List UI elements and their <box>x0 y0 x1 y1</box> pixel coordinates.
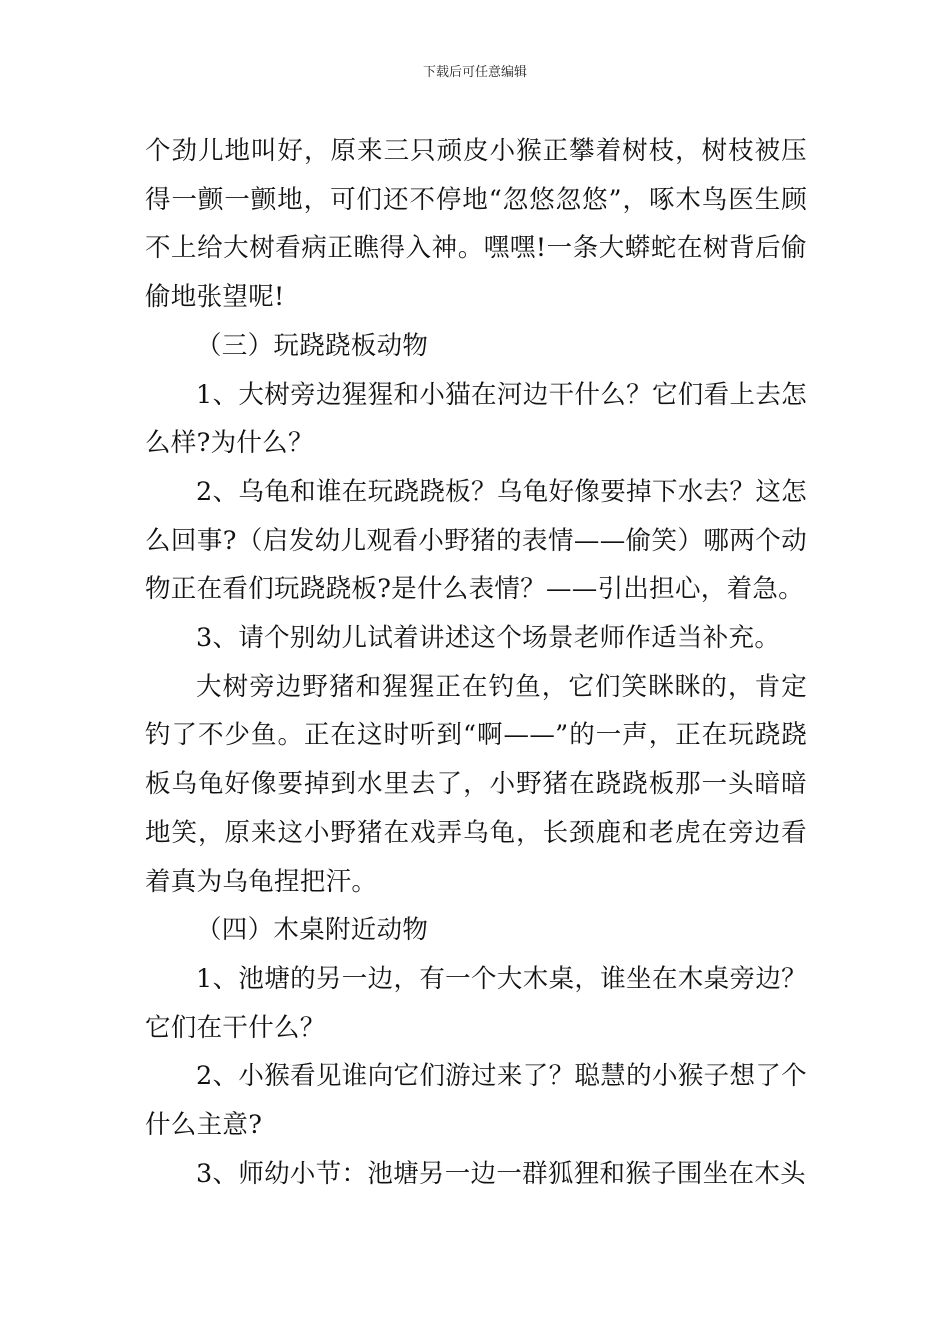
question-3-1: 1、大树旁边猩猩和小猫在河边干什么？它们看上去怎么样?为什么？ <box>145 379 807 459</box>
question-4-3: 3、师幼小节：池塘另一边一群狐狸和猴子围坐在木头 <box>196 1158 806 1189</box>
document-body <box>145 127 807 1198</box>
summary-paragraph-3: 大树旁边野猪和猩猩正在钓鱼，它们笑眯眯的，肯定钓了不少鱼。正在这时听到“啊——”的一声，正在玩跷跷板乌龟好像要掉到水里去了，小野猪在跷跷板那一头暗暗地笑，原来这小野猪在戏弄乌龟，长颈鹿和老虎在旁边看着真为乌龟捏把汗。 <box>145 671 807 897</box>
section-heading-3: （三）玩跷跷板动物 <box>196 330 429 361</box>
question-3-2: 2、乌龟和谁在玩跷跷板？乌龟好像要掉下水去？这怎么回事?（启发幼儿观看小野猪的表情——偷笑）哪两个动物正在看们玩跷跷板?是什么表情？——引出担心，着急。 <box>145 476 807 605</box>
page-header: 下载后可任意编辑 <box>422 65 527 80</box>
question-4-1: 1、池塘的另一边，有一个大木桌，谁坐在木桌旁边？它们在干什么？ <box>145 963 807 1043</box>
paragraph-continuation: 个劲儿地叫好，原来三只顽皮小猴正攀着树枝，树枝被压得一颤一颤地，可们还不停地“忽悠忽悠”，啄木鸟医生顾不上给大树看病正瞧得入神。嘿嘿!一条大蟒蛇在树背后偷偷地张望呢! <box>145 136 807 313</box>
question-3-3: 3、请个别幼儿试着讲述这个场景老师作适当补充。 <box>196 623 781 654</box>
section-heading-4: （四）木桌附近动物 <box>196 915 429 946</box>
question-4-2: 2、小猴看见谁向它们游过来了？聪慧的小猴子想了个什么主意? <box>145 1061 807 1141</box>
